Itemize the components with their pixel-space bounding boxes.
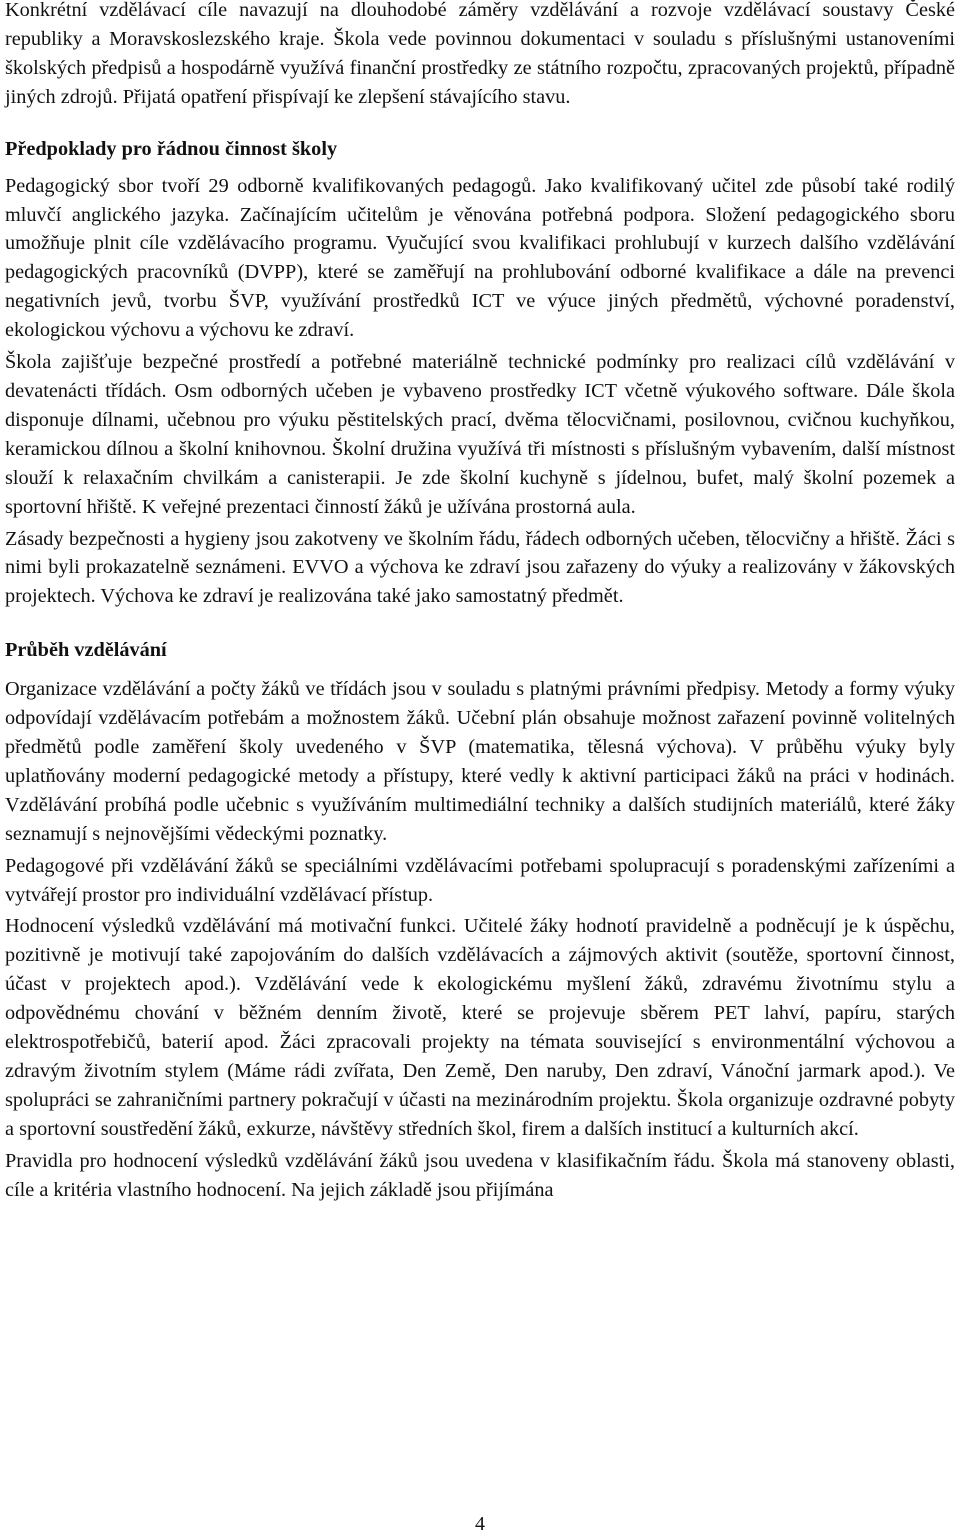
section-prubeh <box>5 636 955 1204</box>
paragraph-prostredi: Škola zajišťuje bezpečné prostředí a potřebné materiálně technické podmínky pro realizaci cílů vzdělávání v devatenácti třídách. Osm odborných učeben je vybaveno prostředky ICT včetně výukového software. Dále škola disponuje dílnami, učebnou pro výuku pěstitelských prací, dvěma tělocvičnami, posilovnou, cvičnou kuchyňkou, keramickou dílnou a školní knihovnou. Školní družina využívá tři místnosti s příslušným vybavením, další místnost slouží k relaxačním chvilkám a canisterapii. Je zde školní kuchyně s jídelnou, bufet, malý školní pozemek a sportovní hřiště. K veřejné prezentaci činností žáků je užívána prostorná aula. <box>5 351 955 518</box>
section-heading-predpoklady: Předpoklady pro řádnou činnost školy <box>5 137 338 160</box>
section-heading-prubeh: Průběh vzdělávání <box>5 639 167 662</box>
intro-paragraph: Konkrétní vzdělávací cíle navazují na dlouhodobé záměry vzdělávání a rozvoje vzdělávací soustavy České republiky a Moravskoslezského kraje. Škola vede povinnou dokumentaci v souladu s příslušnými ustanoveními školských předpisů a hospodárně využívá finanční prostředky ze státního rozpočtu, zpracovaných projektů, případně jiných zdrojů. Přijatá opatření přispívají ke zlepšení stávajícího stavu. <box>5 0 955 108</box>
intro-block <box>5 0 955 112</box>
paragraph-hodnoceni: Hodnocení výsledků vzdělávání má motivační funkci. Učitelé žáky hodnotí pravidelně a podněcují je k úspěchu, pozitivně je motivují také zapojováním do dalších vzdělávacích a zájmových aktivit (soutěže, sportovní činnost, účast v projektech apod.). Vzdělávání vede k ekologickému myšlení žáků, zdravému životnímu stylu a odpovědnému chování v běžném denním životě, které se projevuje sběrem PET lahví, papíru, starých elektrospotřebičů, baterií apod. Žáci zpracovali projekty na témata související s environmentální výchovou a zdravým životním stylem (Máme rádi zvířata, Den Země, Den naruby, Den zdraví, Vánoční jarmark apod.). Ve spolupráci se zahraničními partnery pokračují v účasti na mezinárodním projektu. Škola organizuje ozdravné pobyty a sportovní soustředění žáků, exkurze, návštěvy středních škol, firem a dalších institucí a kulturních akcí. <box>5 915 955 1140</box>
paragraph-pravidla: Pravidla pro hodnocení výsledků vzdělávání žáků jsou uvedena v klasifikačním řádu. Škola má stanoveny oblasti, cíle a kritéria vlastního hodnocení. Na jejich základě jsou přijímána <box>5 1149 955 1201</box>
paragraph-bezpecnost: Zásady bezpečnosti a hygieny jsou zakotveny ve školním řádu, řádech odborných učeben, tělocvičny a hřiště. Žáci s nimi byli prokazatelně seznámeni. EVVO a výchova ke zdraví jsou zařazeny do výuky a realizovány v žákovských projektech. Výchova ke zdraví je realizována také jako samostatný předmět. <box>5 527 955 608</box>
page-number: 4 <box>475 1513 485 1535</box>
paragraph-organizace: Organizace vzdělávání a počty žáků ve třídách jsou v souladu s platnými právními předpisy. Metody a formy výuky odpovídají vzdělávacím potřebám a možnostem žáků. Učební plán obsahuje možnost zařazení povinně volitelných předmětů podle zaměření školy uvedeného v ŠVP (matematika, tělesná výchova). V průběhu výuky byly uplatňovány moderní pedagogické metody a přístupy, které vedly k aktivní participaci žáků na práci v hodinách. Vzdělávání probíhá podle učebnic s využíváním multimediální techniky a dalších studijních materiálů, které žáky seznamují s nejnovějšími vědeckými poznatky. <box>5 678 955 845</box>
paragraph-pedagogicky-sbor: Pedagogický sbor tvoří 29 odborně kvalifikovaných pedagogů. Jako kvalifikovaný učitel zde působí také rodilý mluvčí anglického jazyka. Začínajícím učitelům je věnována potřebná podpora. Složení pedagogického sboru umožňuje plnit cíle vzdělávacího programu. Vyučující svou kvalifikaci prohlubují v kurzech dalšího vzdělávání pedagogických pracovníků (DVPP), které se zaměřují na prohlubování odborné kvalifikace a dále na prevenci negativních jevů, tvorbu ŠVP, využívání prostředků ICT ve výuce jiných předmětů, výchovné poradenství, ekologickou výchovu a výchovu ke zdraví. <box>5 174 955 342</box>
section-predpoklady <box>5 135 955 612</box>
paragraph-specialni-potreby: Pedagogové při vzdělávání žáků se speciálními vzdělávacími potřebami spolupracují s poradenskými zařízeními a vytvářejí prostor pro individuální vzdělávací přístup. <box>5 854 955 906</box>
